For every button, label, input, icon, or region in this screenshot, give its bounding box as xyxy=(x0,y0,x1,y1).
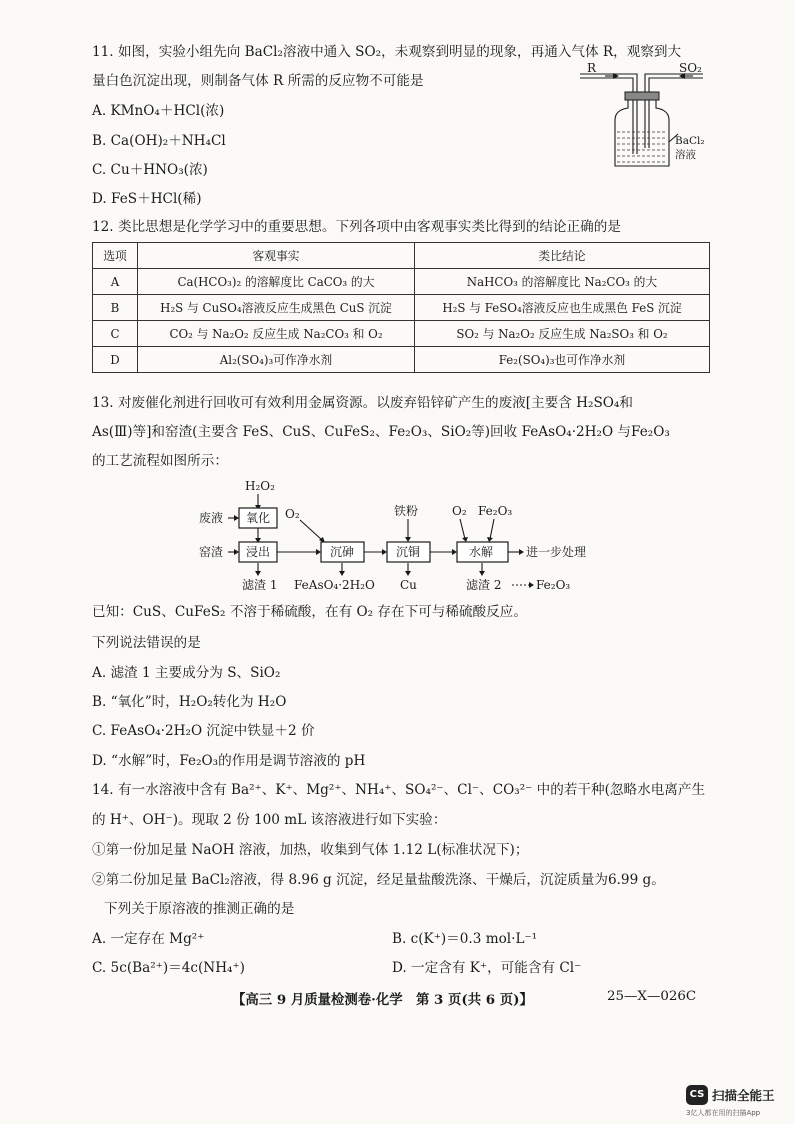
flow-label-residue-1: 滤渣 1 xyxy=(242,578,278,592)
q12-stem: 12. 类比思想是化学学习中的重要思想。下列各项中由客观事实类比得到的结论正确的是 xyxy=(92,219,621,235)
scanner-slogan: 3亿人都在用的扫描App xyxy=(686,1109,761,1117)
flow-label-copper-precipitation: 沉铜 xyxy=(396,545,421,559)
q14-option-b: B. c(K⁺)＝0.3 mol·L⁻¹ xyxy=(392,931,538,947)
figure-label-bacl2: BaCl₂ xyxy=(675,135,705,147)
q11-stem-line1: 11. 如图，实验小组先向 BaCl₂溶液中通入 SO₂，未观察到明显的现象，再通入气体 R，观察到大 xyxy=(92,44,682,60)
q14-experiment-step-2: ②第二份加足量 BaCl₂溶液，得 8.96 g 沉淀，经足量盐酸洗涤、干燥后，沉淀质量为6.99 g。 xyxy=(92,872,665,888)
table-row xyxy=(93,269,710,295)
figure-label-r: R xyxy=(587,62,597,75)
table-cell: Fe₂(SO₄)₃也可作净水剂 xyxy=(415,347,710,373)
q11-option-d: D. FeS＋HCl(稀) xyxy=(92,191,202,207)
flow-label-leaching: 浸出 xyxy=(246,545,271,559)
table-header-row xyxy=(93,243,710,269)
scanner-brand: 扫描全能王 xyxy=(712,1088,775,1103)
table-cell: H₂S 与 CuSO₄溶液反应生成黑色 CuS 沉淀 xyxy=(138,295,415,321)
q12-table xyxy=(92,242,710,373)
flow-label-iron-powder: 铁粉 xyxy=(394,504,419,518)
table-cell: D xyxy=(93,347,138,373)
flow-label-o2-mid: O₂ xyxy=(285,507,300,521)
gas-bottle-figure xyxy=(575,62,715,170)
table-cell: A xyxy=(93,269,138,295)
table-header-cell: 类比结论 xyxy=(415,243,710,269)
flow-label-h2o2: H₂O₂ xyxy=(245,479,275,493)
paper-code: 25—X—026C xyxy=(607,989,697,1004)
scanner-logo-icon: CS xyxy=(686,1085,708,1105)
table-header-cell: 客观事实 xyxy=(138,243,415,269)
q13-stem-line1: 13. 对废催化剂进行回收可有效利用金属资源。以废弃铅锌矿产生的废液[主要含 H₂SO₄和 xyxy=(92,395,633,411)
table-header-cell: 选项 xyxy=(93,243,138,269)
figure-label-solution: 溶液 xyxy=(675,149,696,161)
q13-option-b: B. “氧化”时，H₂O₂转化为 H₂O xyxy=(92,694,287,710)
flow-label-cu-product: Cu xyxy=(400,578,417,592)
flow-label-o2-right: O₂ xyxy=(452,504,467,518)
table-cell: Ca(HCO₃)₂ 的溶解度比 CaCO₃ 的大 xyxy=(138,269,415,295)
q14-option-d: D. 一定含有 K⁺，可能含有 Cl⁻ xyxy=(392,960,582,976)
table-row xyxy=(93,295,710,321)
table-cell: NaHCO₃ 的溶解度比 Na₂CO₃ 的大 xyxy=(415,269,710,295)
page-footer: 【高三 9 月质量检测卷·化学 第 3 页(共 6 页)】 xyxy=(232,992,533,1008)
q14-option-a: A. 一定存在 Mg²⁺ xyxy=(92,931,205,947)
q13-stem-line3: 的工艺流程如图所示： xyxy=(92,453,228,469)
q11-stem-line2: 量白色沉淀出现，则制备气体 R 所需的反应物不可能是 xyxy=(92,73,424,89)
table-cell: B xyxy=(93,295,138,321)
q13-question: 下列说法错误的是 xyxy=(92,635,201,651)
q14-experiment-step-1: ①第一份加足量 NaOH 溶液，加热，收集到气体 1.12 L(标准状况下)； xyxy=(92,842,529,858)
table-row xyxy=(93,347,710,373)
flow-label-oxidation: 氧化 xyxy=(246,511,271,525)
figure-label-so2: SO₂ xyxy=(679,62,702,75)
q14-stem-line1: 14. 有一水溶液中含有 Ba²⁺、K⁺、Mg²⁺、NH₄⁺、SO₄²⁻、Cl⁻、CO₃²⁻ 中的若干种(忽略水电离产生 xyxy=(92,782,706,798)
flow-label-fe2o3-product: Fe₂O₃ xyxy=(536,578,571,592)
q13-stem-line2: As(Ⅲ)等]和窑渣(主要含 FeS、CuS、CuFeS₂、Fe₂O₃、SiO₂等)回收 FeAsO₄·2H₂O 与Fe₂O₃ xyxy=(92,424,670,440)
flow-label-feaso4-product: FeAsO₄·2H₂O xyxy=(294,578,375,592)
table-cell: C xyxy=(93,321,138,347)
flow-label-residue-2: 滤渣 2 xyxy=(466,578,502,592)
table-cell: SO₂ 与 Na₂O₂ 反应生成 Na₂SO₃ 和 O₂ xyxy=(415,321,710,347)
flow-label-further-processing: 进一步处理 xyxy=(526,545,587,559)
table-cell: Al₂(SO₄)₃可作净水剂 xyxy=(138,347,415,373)
q14-question: 下列关于原溶液的推测正确的是 xyxy=(104,901,295,917)
q11-option-b: B. Ca(OH)₂＋NH₄Cl xyxy=(92,133,226,149)
q13-option-c: C. FeAsO₄·2H₂O 沉淀中铁显＋2 价 xyxy=(92,723,315,739)
flow-label-hydrolysis: 水解 xyxy=(469,545,494,559)
q13-option-a: A. 滤渣 1 主要成分为 S、SiO₂ xyxy=(92,665,281,681)
q14-option-c: C. 5c(Ba²⁺)＝4c(NH₄⁺) xyxy=(92,960,245,976)
q13-option-d: D. “水解”时，Fe₂O₃的作用是调节溶液的 pH xyxy=(92,753,366,769)
q11-option-c: C. Cu＋HNO₃(浓) xyxy=(92,162,208,178)
q14-stem-line2: 的 H⁺、OH⁻)。现取 2 份 100 mL 该溶液进行如下实验： xyxy=(92,812,447,828)
q11-option-a: A. KMnO₄＋HCl(浓) xyxy=(92,103,225,119)
flow-label-waste-liquid: 废液 xyxy=(199,511,224,525)
q13-known-condition: 已知：CuS、CuFeS₂ 不溶于稀硫酸，在有 O₂ 存在下可与稀硫酸反应。 xyxy=(92,604,527,620)
flow-label-kiln-slag: 窑渣 xyxy=(199,545,224,559)
table-cell: H₂S 与 FeSO₄溶液反应也生成黑色 FeS 沉淀 xyxy=(415,295,710,321)
table-cell: CO₂ 与 Na₂O₂ 反应生成 Na₂CO₃ 和 O₂ xyxy=(138,321,415,347)
table-row xyxy=(93,321,710,347)
flow-label-fe2o3-top: Fe₂O₃ xyxy=(478,504,513,518)
flow-label-arsenic-precipitation: 沉砷 xyxy=(330,545,355,559)
process-flow-diagram xyxy=(190,474,610,594)
